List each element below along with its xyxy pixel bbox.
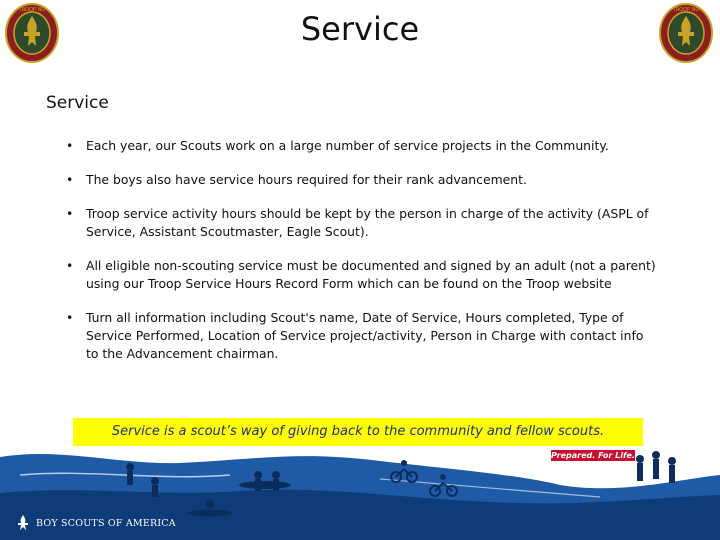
fleur-de-lis-icon [14,514,32,532]
bsa-logo [14,512,176,534]
bullet-text: Each year, our Scouts work on a large number of service projects in the Community. [86,138,609,153]
list-item [66,205,656,241]
list-item [66,309,656,363]
bullet-text: All eligible non-scouting service must be documented and signed by an adult (not a parent) using our Troop Service Hours Record Form which can be found on the Troop website [86,258,656,291]
bullet-text: Turn all information including Scout's name, Date of Service, Hours completed, Type of Service Performed, Location of Service project/activity, Person in Charge with contact info to the Advancement chairman. [86,310,644,361]
svg-text:TROOP NO: TROOP NO [672,7,700,13]
svg-text:TROOP NO: TROOP NO [18,7,46,13]
slide-title: Service [300,10,420,48]
bullet-glyph: • [66,138,74,153]
bullet-list [66,137,656,363]
bullet-glyph: • [66,206,74,221]
org-name: BOY SCOUTS OF AMERICA [36,517,176,529]
bullet-glyph: • [66,172,74,187]
bullet-glyph: • [66,310,74,325]
motto-tag: Prepared. For Life. [551,451,635,460]
quote-banner: Service is a scout’s way of giving back to the community and fellow scouts. [73,418,643,446]
bullet-text: Troop service activity hours should be kept by the person in charge of the activity (ASPL of Service, Assistant Scoutmaster, Eagle Scout). [86,206,649,239]
list-item [66,171,656,189]
bullet-text: The boys also have service hours required for their rank advancement. [86,172,527,187]
slide-subtitle: Service [46,93,109,113]
list-item [66,257,656,293]
bullet-glyph: • [66,258,74,273]
list-item [66,137,656,155]
